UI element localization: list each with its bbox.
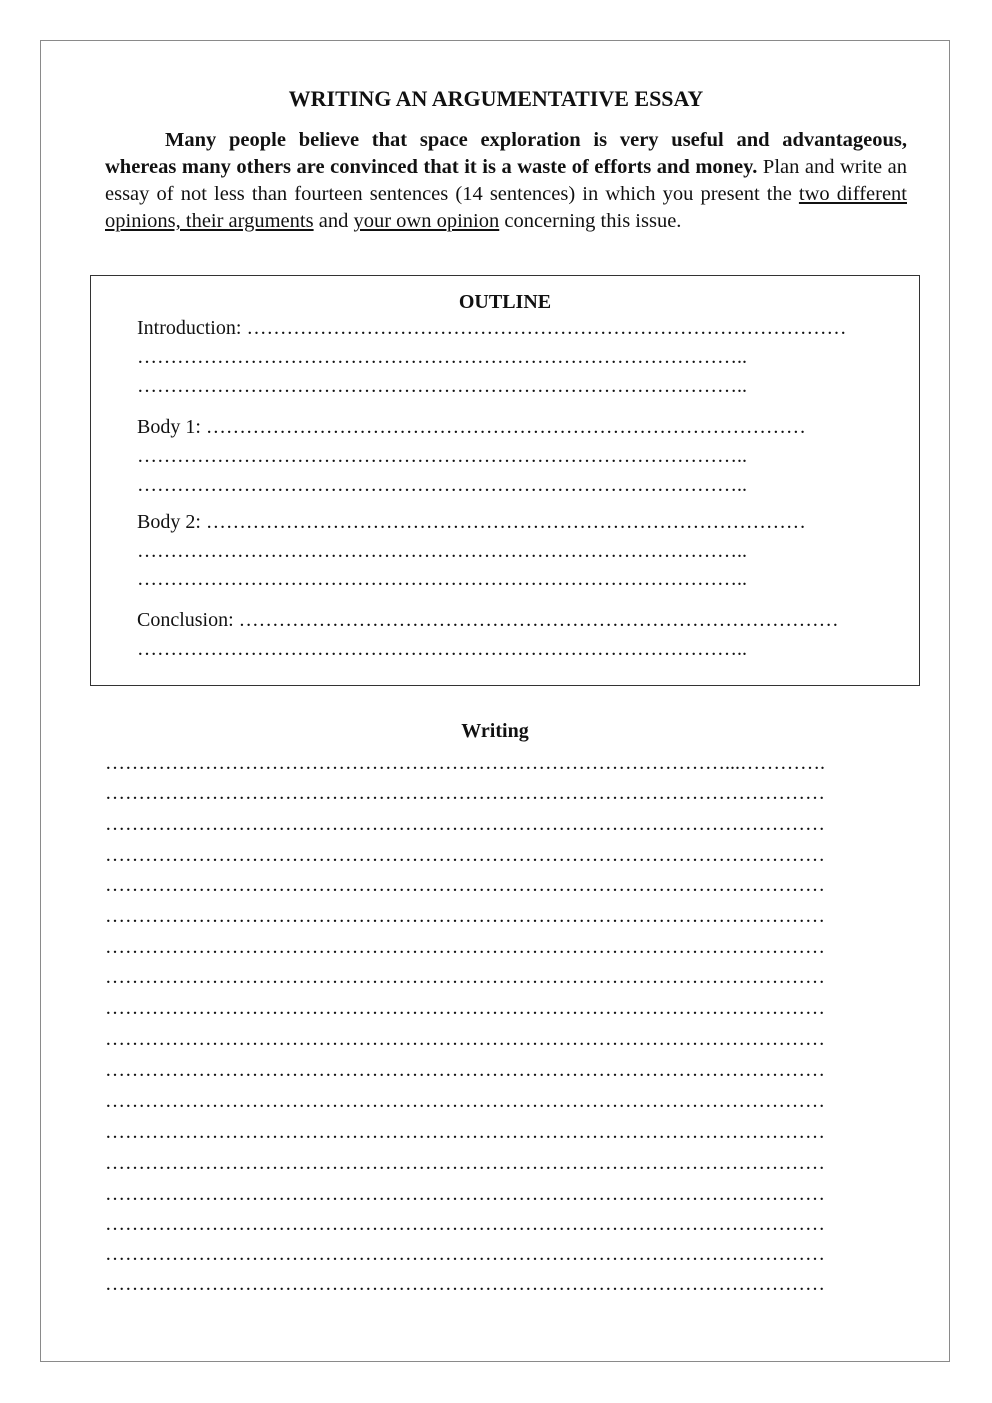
- outline-introduction-line[interactable]: ………………………………………………………………………………..: [137, 346, 747, 368]
- writing-line[interactable]: ………………………………………………………………………………………………: [105, 1183, 825, 1205]
- outline-box: [90, 275, 920, 686]
- outline-conclusion-line[interactable]: ………………………………………………………………………………..: [137, 638, 747, 660]
- outline-body1-line[interactable]: ………………………………………………………………………………..: [137, 474, 747, 496]
- writing-line[interactable]: ………………………………………………………………………………………………: [105, 782, 825, 804]
- outline-body2-line[interactable]: ………………………………………………………………………………..: [137, 568, 747, 590]
- answer-dots: ………………………………………………………………………………: [205, 416, 806, 438]
- worksheet-title: WRITING AN ARGUMENTATIVE ESSAY: [288, 86, 704, 111]
- outline-heading: OUTLINE: [458, 291, 552, 313]
- writing-line[interactable]: ………………………………………………………………………………………………: [105, 1028, 825, 1050]
- writing-line[interactable]: ………………………………………………………………………………………………: [105, 1243, 825, 1265]
- writing-line[interactable]: ………………………………………………………………………………………………: [105, 813, 825, 835]
- writing-line[interactable]: ………………………………………………………………………………………………: [105, 1090, 825, 1112]
- prompt-bold-statement: Many people believe that space exploration is very useful and advantageous, whereas many others are convinced that it is a waste of efforts and money.: [105, 129, 907, 178]
- writing-line[interactable]: ………………………………………………………………………………………………: [105, 1059, 825, 1081]
- outline-body1-line[interactable]: [137, 414, 871, 440]
- writing-line[interactable]: ………………………………………………………………………………………………: [105, 905, 825, 927]
- body2-label: Body 2:: [137, 511, 201, 533]
- outline-introduction-line[interactable]: ………………………………………………………………………………..: [137, 375, 747, 397]
- outline-introduction-line[interactable]: [137, 315, 871, 341]
- outline-body2-line[interactable]: ………………………………………………………………………………..: [137, 540, 747, 562]
- prompt-underline-own-opinion: your own opinion: [353, 210, 500, 232]
- outline-body1-line[interactable]: ………………………………………………………………………………..: [137, 445, 747, 467]
- essay-prompt: [105, 127, 907, 235]
- writing-line[interactable]: ………………………………………………………………………………………………: [105, 936, 825, 958]
- prompt-connector: and: [313, 210, 354, 232]
- writing-line[interactable]: ………………………………………………………………………………………………: [105, 1273, 825, 1295]
- writing-line[interactable]: …………………………………………………………………………………...………….: [105, 752, 825, 774]
- body1-label: Body 1:: [137, 416, 201, 438]
- answer-dots: ………………………………………………………………………………: [246, 317, 847, 339]
- writing-line[interactable]: ………………………………………………………………………………………………: [105, 1121, 825, 1143]
- introduction-label: Introduction:: [137, 317, 242, 339]
- prompt-ending: concerning this issue.: [499, 210, 682, 232]
- prompt-underline-opinions: two different opinions, their arguments: [105, 183, 907, 232]
- outline-conclusion-line[interactable]: [137, 607, 871, 633]
- answer-dots: ………………………………………………………………………………: [238, 609, 839, 631]
- writing-line[interactable]: ………………………………………………………………………………………………: [105, 874, 825, 896]
- writing-line[interactable]: ………………………………………………………………………………………………: [105, 966, 825, 988]
- writing-line[interactable]: ………………………………………………………………………………………………: [105, 844, 825, 866]
- writing-line[interactable]: ………………………………………………………………………………………………: [105, 1213, 825, 1235]
- writing-line[interactable]: ………………………………………………………………………………………………: [105, 1152, 825, 1174]
- writing-heading: Writing: [461, 720, 529, 742]
- prompt-instructions: Plan and write an essay of not less than fourteen sentences (14 sentences) in which you present the: [105, 156, 908, 205]
- answer-dots: ………………………………………………………………………………: [205, 511, 806, 533]
- conclusion-label: Conclusion:: [137, 609, 234, 631]
- outline-body2-line[interactable]: [137, 509, 871, 535]
- writing-line[interactable]: ………………………………………………………………………………………………: [105, 997, 825, 1019]
